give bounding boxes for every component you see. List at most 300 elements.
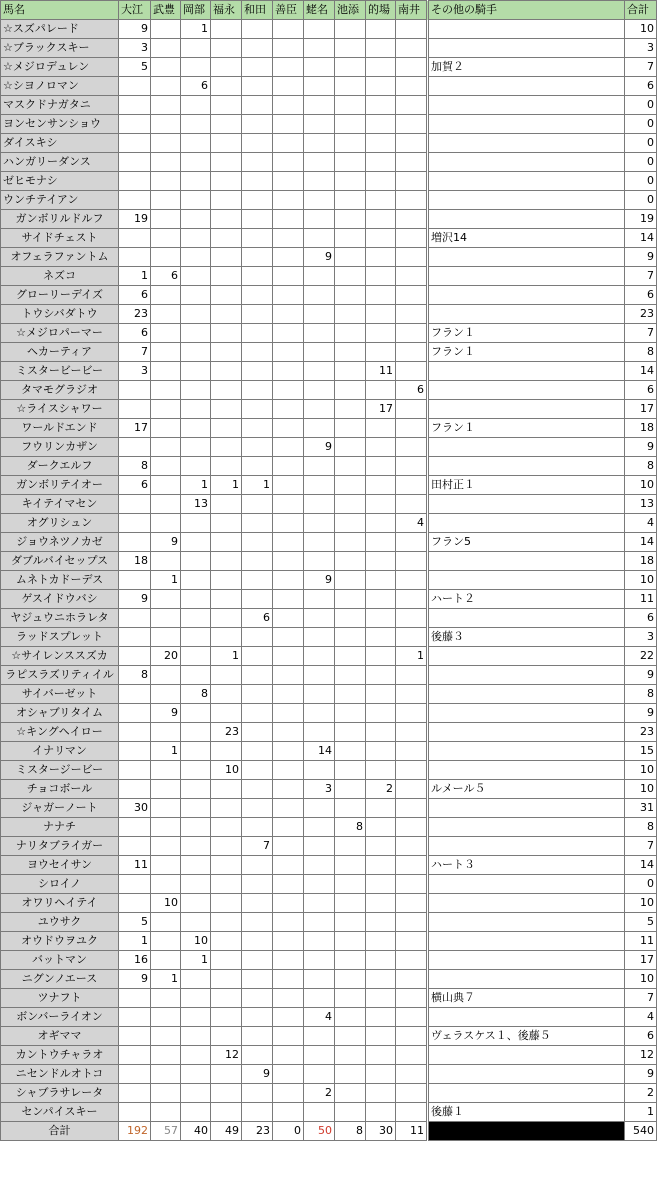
ride-count: 23 <box>119 305 151 324</box>
ride-count <box>181 666 211 685</box>
ride-count <box>335 1027 366 1046</box>
other-jockeys: フラン5 <box>429 533 625 552</box>
ride-count <box>396 229 427 248</box>
ride-count: 4 <box>304 1008 335 1027</box>
table-row <box>1 837 657 856</box>
ride-count <box>366 1008 396 1027</box>
horse-name: シロイノ <box>1 875 119 894</box>
table-row <box>1 1046 657 1065</box>
ride-count <box>366 248 396 267</box>
ride-count <box>335 609 366 628</box>
ride-count <box>211 495 242 514</box>
row-total: 9 <box>625 666 657 685</box>
horse-name: ヤジュウニホラレタ <box>1 609 119 628</box>
ride-count <box>396 1103 427 1122</box>
ride-count <box>211 989 242 1008</box>
table-row <box>1 96 657 115</box>
ride-count <box>273 324 304 343</box>
ride-count <box>335 704 366 723</box>
ride-count <box>304 343 335 362</box>
row-total: 10 <box>625 571 657 590</box>
ride-count <box>335 780 366 799</box>
ride-count <box>304 153 335 172</box>
ride-count <box>396 400 427 419</box>
other-jockeys <box>429 552 625 571</box>
ride-count <box>396 894 427 913</box>
table-row <box>1 343 657 362</box>
row-total: 13 <box>625 495 657 514</box>
ride-count <box>119 495 151 514</box>
table-row <box>1 1008 657 1027</box>
ride-count <box>273 476 304 495</box>
ride-count <box>273 666 304 685</box>
ride-count <box>181 609 211 628</box>
other-jockeys <box>429 20 625 39</box>
ride-count <box>366 913 396 932</box>
ride-count <box>335 799 366 818</box>
ride-count <box>181 818 211 837</box>
ride-count <box>273 20 304 39</box>
ride-count <box>151 20 181 39</box>
table-row <box>1 951 657 970</box>
ride-count: 7 <box>242 837 273 856</box>
ride-count <box>181 362 211 381</box>
ride-count <box>273 77 304 96</box>
ride-count <box>396 780 427 799</box>
ride-count <box>119 533 151 552</box>
row-total: 14 <box>625 229 657 248</box>
ride-count <box>242 267 273 286</box>
ride-count: 9 <box>242 1065 273 1084</box>
horse-name: バットマン <box>1 951 119 970</box>
ride-count <box>335 419 366 438</box>
ride-count <box>273 875 304 894</box>
ride-count <box>304 799 335 818</box>
ride-count <box>366 552 396 571</box>
horse-name: オウドウヲユク <box>1 932 119 951</box>
ride-count: 1 <box>181 476 211 495</box>
ride-count <box>366 1027 396 1046</box>
ride-count: 6 <box>119 286 151 305</box>
horse-name: ニセンドルオトコ <box>1 1065 119 1084</box>
ride-count <box>335 533 366 552</box>
horse-name: ユウサク <box>1 913 119 932</box>
ride-count <box>335 210 366 229</box>
ride-count <box>151 153 181 172</box>
row-total: 4 <box>625 514 657 533</box>
other-jockeys <box>429 1008 625 1027</box>
table-row <box>1 20 657 39</box>
ride-count <box>273 400 304 419</box>
row-total: 14 <box>625 533 657 552</box>
ride-count <box>151 305 181 324</box>
table-row <box>1 628 657 647</box>
ride-count <box>335 742 366 761</box>
ride-count <box>151 932 181 951</box>
horse-name: ミスタービービー <box>1 362 119 381</box>
ride-count <box>335 229 366 248</box>
ride-count <box>119 115 151 134</box>
ride-count <box>151 856 181 875</box>
ride-count: 2 <box>366 780 396 799</box>
other-jockeys <box>429 77 625 96</box>
ride-count <box>366 419 396 438</box>
ride-count <box>181 571 211 590</box>
ride-count <box>119 438 151 457</box>
ride-count <box>211 533 242 552</box>
ride-count <box>396 799 427 818</box>
ride-count <box>396 1084 427 1103</box>
ride-count <box>181 761 211 780</box>
ride-count <box>273 134 304 153</box>
horse-name: ゲスイドウバシ <box>1 590 119 609</box>
ride-count <box>396 77 427 96</box>
ride-count <box>242 172 273 191</box>
ride-count <box>273 780 304 799</box>
ride-count <box>242 875 273 894</box>
horse-name: ワールドエンド <box>1 419 119 438</box>
ride-count <box>335 723 366 742</box>
header-row <box>1 1 657 20</box>
ride-count <box>151 818 181 837</box>
table-row <box>1 875 657 894</box>
ride-count <box>335 837 366 856</box>
ride-count <box>396 172 427 191</box>
horse-name: ウンチテイアン <box>1 191 119 210</box>
row-total: 12 <box>625 1046 657 1065</box>
horse-name: シャブラサレータ <box>1 1084 119 1103</box>
ride-count <box>151 666 181 685</box>
ride-count <box>211 951 242 970</box>
ride-count <box>211 1008 242 1027</box>
ride-count <box>304 951 335 970</box>
ride-count: 9 <box>304 571 335 590</box>
ride-count <box>335 286 366 305</box>
row-total: 0 <box>625 172 657 191</box>
horse-name: ガンボリルドルフ <box>1 210 119 229</box>
ride-count <box>181 381 211 400</box>
ride-count <box>396 419 427 438</box>
ride-count <box>304 191 335 210</box>
ride-count <box>366 1046 396 1065</box>
ride-count <box>304 913 335 932</box>
ride-count <box>273 381 304 400</box>
ride-count <box>396 533 427 552</box>
ride-count <box>304 609 335 628</box>
jockey-total: 57 <box>151 1122 181 1141</box>
ride-count <box>211 457 242 476</box>
row-total: 7 <box>625 837 657 856</box>
ride-count: 6 <box>181 77 211 96</box>
table-row <box>1 115 657 134</box>
ride-count <box>242 305 273 324</box>
ride-count <box>273 58 304 77</box>
other-jockeys <box>429 951 625 970</box>
ride-count <box>242 400 273 419</box>
ride-count <box>181 647 211 666</box>
other-jockeys: フラン１ <box>429 343 625 362</box>
ride-count: 11 <box>119 856 151 875</box>
other-jockeys <box>429 685 625 704</box>
table-row <box>1 457 657 476</box>
ride-count <box>335 438 366 457</box>
ride-count <box>366 324 396 343</box>
ride-count <box>211 381 242 400</box>
ride-count: 10 <box>211 761 242 780</box>
ride-count: 13 <box>181 495 211 514</box>
ride-count <box>304 723 335 742</box>
ride-count <box>151 286 181 305</box>
ride-count <box>366 286 396 305</box>
ride-count <box>151 400 181 419</box>
table-row <box>1 1065 657 1084</box>
row-total: 23 <box>625 305 657 324</box>
ride-count <box>211 77 242 96</box>
horse-name: ☆メジロデュレン <box>1 58 119 77</box>
header-jockey: 池添 <box>335 1 366 20</box>
ride-count <box>396 58 427 77</box>
row-total: 7 <box>625 58 657 77</box>
ride-count <box>151 438 181 457</box>
row-total: 10 <box>625 20 657 39</box>
ride-count <box>151 514 181 533</box>
ride-count <box>151 495 181 514</box>
ride-count <box>366 267 396 286</box>
ride-count <box>242 761 273 780</box>
ride-count <box>335 894 366 913</box>
ride-count <box>151 476 181 495</box>
ride-count: 19 <box>119 210 151 229</box>
ride-count <box>211 191 242 210</box>
ride-count <box>211 153 242 172</box>
other-jockeys <box>429 875 625 894</box>
row-total: 0 <box>625 115 657 134</box>
horse-name: キイテイマセン <box>1 495 119 514</box>
ride-count <box>242 115 273 134</box>
ride-count <box>151 799 181 818</box>
ride-count <box>304 457 335 476</box>
ride-count <box>366 799 396 818</box>
row-total: 10 <box>625 476 657 495</box>
ride-count <box>273 970 304 989</box>
ride-count <box>273 723 304 742</box>
ride-count <box>335 552 366 571</box>
header-jockey: 蛯名 <box>304 1 335 20</box>
ride-count <box>242 628 273 647</box>
ride-count <box>273 685 304 704</box>
ride-count: 8 <box>181 685 211 704</box>
table-row <box>1 248 657 267</box>
ride-count <box>242 58 273 77</box>
ride-count <box>366 742 396 761</box>
ride-count <box>396 666 427 685</box>
ride-count <box>181 894 211 913</box>
other-jockeys <box>429 704 625 723</box>
ride-count <box>396 818 427 837</box>
table-row <box>1 77 657 96</box>
ride-count <box>366 875 396 894</box>
ride-count: 8 <box>119 457 151 476</box>
ride-count <box>181 989 211 1008</box>
row-total: 9 <box>625 248 657 267</box>
ride-count <box>273 343 304 362</box>
ride-count <box>366 723 396 742</box>
ride-count <box>211 704 242 723</box>
ride-count <box>211 210 242 229</box>
ride-count <box>366 77 396 96</box>
row-total: 7 <box>625 324 657 343</box>
ride-count <box>211 58 242 77</box>
summary-row <box>1 1122 657 1141</box>
ride-count <box>396 723 427 742</box>
horse-name: サイバーゼット <box>1 685 119 704</box>
ride-count <box>396 39 427 58</box>
ride-count <box>151 1027 181 1046</box>
ride-count <box>335 913 366 932</box>
ride-count <box>151 609 181 628</box>
ride-count <box>119 894 151 913</box>
ride-count: 7 <box>119 343 151 362</box>
ride-count <box>396 875 427 894</box>
ride-count <box>304 552 335 571</box>
ride-count <box>181 39 211 58</box>
ride-count <box>151 837 181 856</box>
jockey-total: 8 <box>335 1122 366 1141</box>
horse-name: ☆メジロパーマー <box>1 324 119 343</box>
table-row <box>1 571 657 590</box>
ride-count <box>273 894 304 913</box>
ride-count <box>119 514 151 533</box>
ride-count <box>119 780 151 799</box>
ride-count <box>242 704 273 723</box>
ride-count: 17 <box>119 419 151 438</box>
ride-count: 6 <box>242 609 273 628</box>
ride-count <box>151 381 181 400</box>
ride-count <box>242 381 273 400</box>
ride-count <box>211 913 242 932</box>
ride-count: 1 <box>119 932 151 951</box>
ride-count <box>304 514 335 533</box>
ride-count <box>304 685 335 704</box>
row-total: 7 <box>625 989 657 1008</box>
ride-count <box>273 153 304 172</box>
ride-count <box>273 172 304 191</box>
horse-name: ミスタージービー <box>1 761 119 780</box>
table-row <box>1 894 657 913</box>
ride-count <box>304 419 335 438</box>
ride-count <box>211 39 242 58</box>
ride-count <box>211 571 242 590</box>
ride-count <box>151 951 181 970</box>
ride-count <box>273 495 304 514</box>
horse-name: ツナフト <box>1 989 119 1008</box>
ride-count: 20 <box>151 647 181 666</box>
table-row <box>1 58 657 77</box>
ride-count <box>335 324 366 343</box>
ride-count <box>366 856 396 875</box>
ride-count <box>366 96 396 115</box>
ride-count <box>335 476 366 495</box>
table-body <box>1 1 657 1141</box>
ride-count <box>211 666 242 685</box>
ride-count <box>211 894 242 913</box>
row-total: 0 <box>625 875 657 894</box>
table-row <box>1 1027 657 1046</box>
table-row <box>1 400 657 419</box>
ride-count <box>119 628 151 647</box>
header-jockey: 武豊 <box>151 1 181 20</box>
ride-count: 16 <box>119 951 151 970</box>
ride-count <box>211 514 242 533</box>
row-total: 10 <box>625 780 657 799</box>
ride-count <box>181 229 211 248</box>
ride-count <box>242 723 273 742</box>
ride-count <box>181 875 211 894</box>
table-row <box>1 305 657 324</box>
ride-count <box>151 1046 181 1065</box>
ride-count <box>242 533 273 552</box>
other-jockeys <box>429 894 625 913</box>
table-row <box>1 970 657 989</box>
other-jockeys <box>429 1065 625 1084</box>
ride-count <box>304 495 335 514</box>
ride-count <box>396 248 427 267</box>
horse-name: センパイスキー <box>1 1103 119 1122</box>
ride-count <box>181 856 211 875</box>
ride-count <box>181 1065 211 1084</box>
ride-count <box>396 628 427 647</box>
ride-count <box>273 704 304 723</box>
ride-count <box>181 799 211 818</box>
ride-count <box>366 210 396 229</box>
ride-count <box>273 248 304 267</box>
row-total: 19 <box>625 210 657 229</box>
ride-count <box>181 457 211 476</box>
ride-count <box>304 989 335 1008</box>
jockey-total: 0 <box>273 1122 304 1141</box>
ride-count <box>396 970 427 989</box>
ride-count <box>366 381 396 400</box>
ride-count <box>242 647 273 666</box>
ride-count <box>335 856 366 875</box>
table-row <box>1 324 657 343</box>
ride-count <box>242 134 273 153</box>
ride-count <box>151 324 181 343</box>
ride-count <box>181 248 211 267</box>
ride-count <box>273 1084 304 1103</box>
horse-name: グローリーデイズ <box>1 286 119 305</box>
ride-count <box>119 1065 151 1084</box>
horse-name: ガンボリテイオー <box>1 476 119 495</box>
ride-count <box>151 875 181 894</box>
ride-count <box>396 742 427 761</box>
jockey-total: 50 <box>304 1122 335 1141</box>
ride-count <box>304 590 335 609</box>
ride-count <box>304 210 335 229</box>
ride-count: 1 <box>181 951 211 970</box>
other-jockeys <box>429 913 625 932</box>
ride-count <box>211 419 242 438</box>
other-jockeys <box>429 305 625 324</box>
ride-count: 11 <box>366 362 396 381</box>
other-jockeys <box>429 267 625 286</box>
ride-count <box>119 1103 151 1122</box>
table-row <box>1 913 657 932</box>
table-row <box>1 761 657 780</box>
ride-count <box>151 761 181 780</box>
ride-count <box>366 1103 396 1122</box>
ride-count <box>211 1027 242 1046</box>
